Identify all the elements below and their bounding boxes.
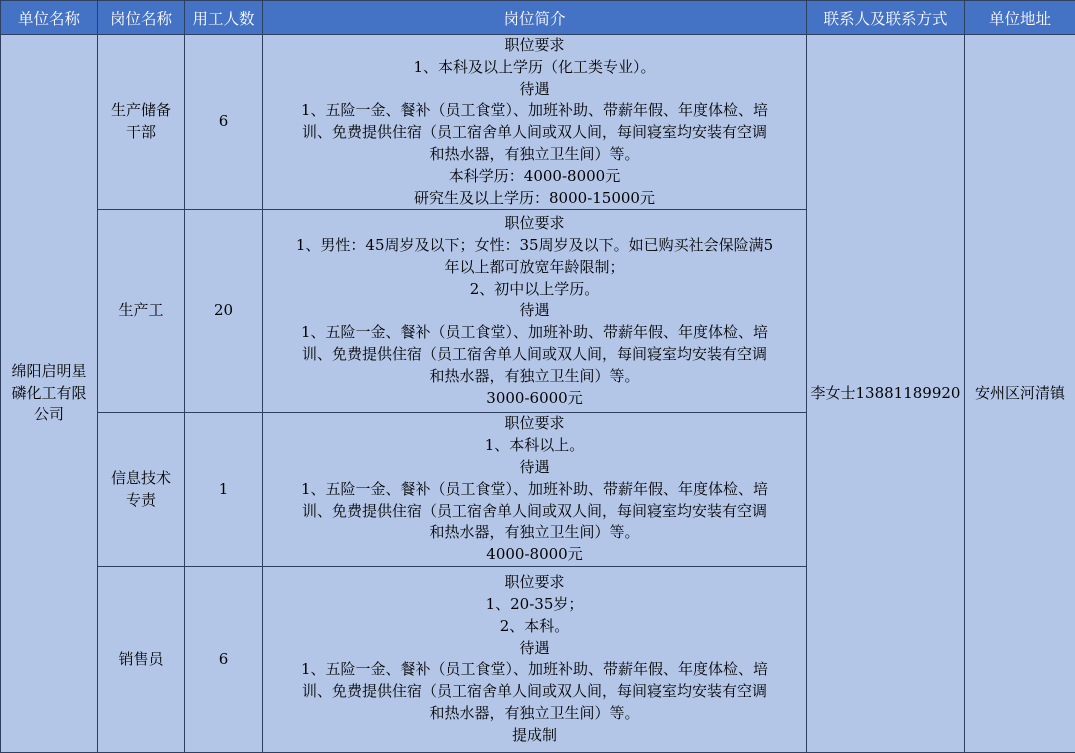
contact-cell: 李女士13881189920 [807, 35, 965, 753]
description-line: 待遇 [265, 457, 804, 479]
description-line: 1、五险一金、餐补（员工食堂）、加班补助、带薪年假、年度体检、培 [265, 659, 804, 681]
header-position: 岗位名称 [98, 1, 185, 35]
description-line: 1、五险一金、餐补（员工食堂）、加班补助、带薪年假、年度体检、培 [265, 322, 804, 344]
description-line: 和热水器，有独立卫生间）等。 [265, 703, 804, 725]
description-line: 提成制 [265, 725, 804, 747]
company-name-line: 磷化工有限 [3, 383, 95, 405]
job-description-cell [263, 413, 807, 567]
company-name-line: 绵阳启明星 [3, 361, 95, 383]
header-address: 单位地址 [965, 1, 1075, 35]
header-description: 岗位简介 [263, 1, 807, 35]
company-name-cell [1, 35, 98, 753]
header-row [1, 1, 1075, 35]
position-title-line: 生产储备 [100, 100, 182, 122]
position-title-line: 信息技术 [100, 468, 182, 490]
description-line: 待遇 [265, 638, 804, 660]
description-line: 1、本科以上。 [265, 435, 804, 457]
description-line: 1、本科及以上学历（化工类专业）。 [265, 57, 804, 79]
description-line: 训、免费提供住宿（员工宿舍单人间或双人间，每间寝室均安装有空调 [265, 122, 804, 144]
job-description-cell [263, 210, 807, 413]
description-line: 3000-6000元 [265, 388, 804, 410]
description-line: 1、20-35岁； [265, 594, 804, 616]
description-line: 2、本科。 [265, 616, 804, 638]
table-row [1, 35, 1075, 210]
description-line: 训、免费提供住宿（员工宿舍单人间或双人间，每间寝室均安装有空调 [265, 344, 804, 366]
job-description-cell [263, 566, 807, 752]
position-title-line: 生产工 [100, 300, 182, 322]
job-description-cell [263, 35, 807, 210]
description-line: 职位要求 [265, 572, 804, 594]
description-line: 和热水器，有独立卫生间）等。 [265, 144, 804, 166]
description-line: 和热水器，有独立卫生间）等。 [265, 366, 804, 388]
description-line: 待遇 [265, 79, 804, 101]
company-name-line: 公司 [3, 404, 95, 426]
description-line: 职位要求 [265, 413, 804, 435]
headcount-cell: 1 [185, 413, 263, 567]
position-title-cell [98, 566, 185, 752]
position-title-cell [98, 210, 185, 413]
description-line: 1、男性：45周岁及以下；女性：35周岁及以下。如已购买社会保险满5 [265, 235, 804, 257]
description-line: 本科学历：4000-8000元 [265, 166, 804, 188]
description-line: 职位要求 [265, 213, 804, 235]
description-line: 1、五险一金、餐补（员工食堂）、加班补助、带薪年假、年度体检、培 [265, 479, 804, 501]
description-line: 职位要求 [265, 35, 804, 57]
header-headcount: 用工人数 [185, 1, 263, 35]
description-line: 训、免费提供住宿（员工宿舍单人间或双人间，每间寝室均安装有空调 [265, 501, 804, 523]
description-line: 1、五险一金、餐补（员工食堂）、加班补助、带薪年假、年度体检、培 [265, 100, 804, 122]
position-title-cell [98, 413, 185, 567]
description-line: 4000-8000元 [265, 544, 804, 566]
description-line: 年以上都可放宽年龄限制； [265, 257, 804, 279]
position-title-line: 销售员 [100, 649, 182, 671]
headcount-cell: 20 [185, 210, 263, 413]
address-cell: 安州区河清镇 [965, 35, 1075, 753]
header-company: 单位名称 [1, 1, 98, 35]
description-line: 训、免费提供住宿（员工宿舍单人间或双人间，每间寝室均安装有空调 [265, 681, 804, 703]
position-title-line: 专责 [100, 490, 182, 512]
description-line: 待遇 [265, 300, 804, 322]
headcount-cell: 6 [185, 35, 263, 210]
description-line: 2、初中以上学历。 [265, 279, 804, 301]
position-title-cell [98, 35, 185, 210]
description-line: 研究生及以上学历：8000-15000元 [265, 188, 804, 210]
headcount-cell: 6 [185, 566, 263, 752]
position-title-line: 干部 [100, 122, 182, 144]
header-contact: 联系人及联系方式 [807, 1, 965, 35]
description-line: 和热水器，有独立卫生间）等。 [265, 522, 804, 544]
